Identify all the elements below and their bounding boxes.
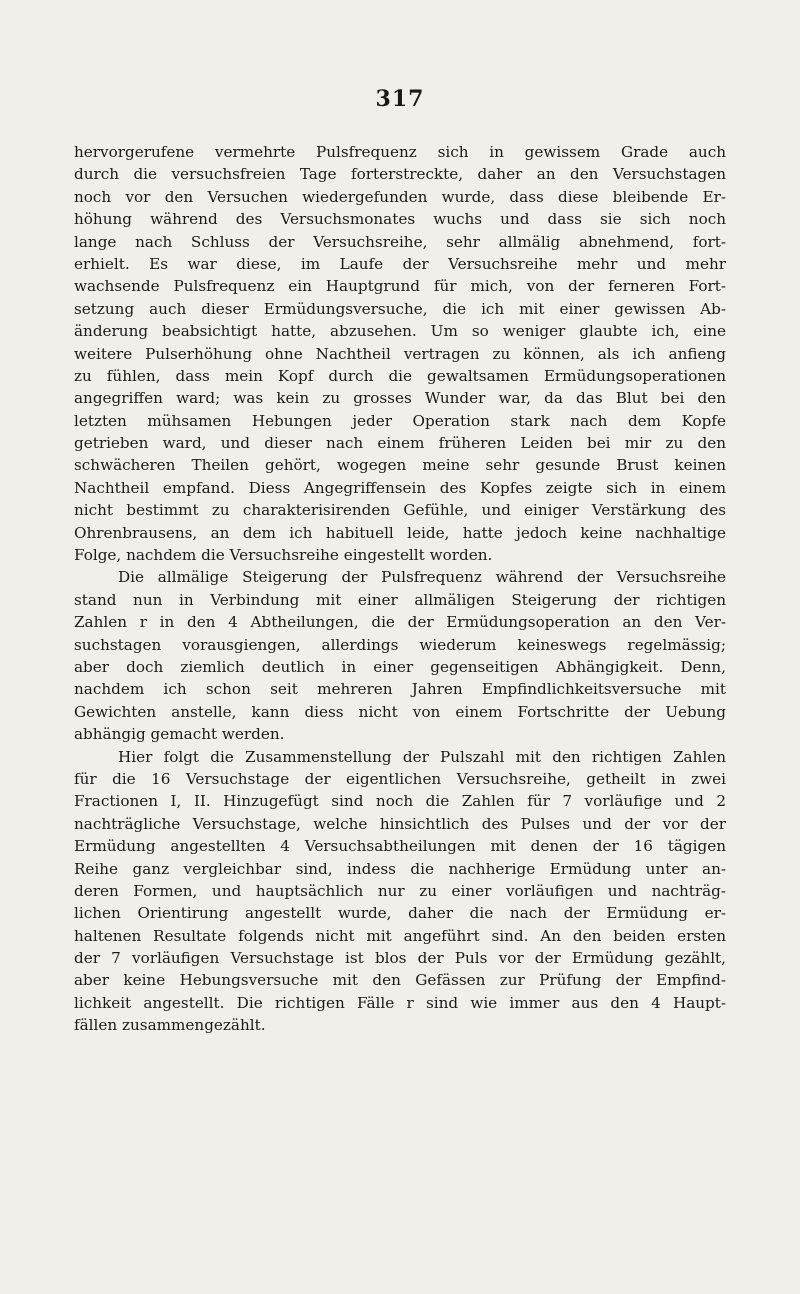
text-line: Hier folgt die Zusammenstellung der Pulszahl mit den richtigen Zahlen xyxy=(118,747,726,766)
text-line: aber doch ziemlich deutlich in einer gegenseitigen Abhängigkeit. Denn, xyxy=(74,657,726,676)
text-line: der 7 vorläufigen Versuchstage ist blos der Puls vor der Ermüdung gezählt, xyxy=(74,949,726,968)
text-line: höhung während des Versuchsmonates wuchs und dass sie sich noch xyxy=(74,210,726,229)
text-line: setzung auch dieser Ermüdungsversuche, die ich mit einer gewissen Ab- xyxy=(74,299,726,318)
text-line: hervorgerufene vermehrte Pulsfrequenz sich in gewissem Grade auch xyxy=(74,143,726,161)
paragraph xyxy=(74,746,726,1037)
text-line: durch die versuchsfreien Tage forterstreckte, daher an den Versuchstagen xyxy=(74,165,726,184)
text-line: erhielt. Es war diese, im Laufe der Versuchsreihe mehr und mehr xyxy=(74,254,726,273)
text-line: getrieben ward, und dieser nach einem früheren Leiden bei mir zu den xyxy=(74,434,726,453)
text-line: nicht bestimmt zu charakterisirenden Gefühle, und einiger Verstärkung des xyxy=(74,501,726,520)
text-line: suchstagen vorausgiengen, allerdings wiederum keineswegs regelmässig; xyxy=(74,635,726,654)
text-line: Zahlen r in den 4 Abtheilungen, die der Ermüdungsoperation an den Ver- xyxy=(74,613,726,632)
page-number: 317 xyxy=(375,86,425,112)
text-line: nachträgliche Versuchstage, welche hinsichtlich des Pulses und der vor der xyxy=(74,814,726,833)
paragraph xyxy=(74,141,726,566)
text-line: haltenen Resultate folgends nicht mit angeführt sind. An den beiden ersten xyxy=(74,926,726,945)
text-line: Die allmälige Steigerung der Pulsfrequenz während der Versuchsreihe xyxy=(118,568,726,587)
text-line: wachsende Pulsfrequenz ein Hauptgrund für mich, von der ferneren Fort- xyxy=(74,277,726,296)
text-line: lichkeit angestellt. Die richtigen Fälle r sind wie immer aus den 4 Haupt- xyxy=(74,993,726,1012)
text-line: deren Formen, und hauptsächlich nur zu einer vorläufigen und nachträg- xyxy=(74,881,726,900)
text-line: Folge, nachdem die Versuchsreihe eingestellt worden. xyxy=(74,546,493,565)
text-line: noch vor den Versuchen wiedergefunden wurde, dass diese bleibende Er- xyxy=(74,187,726,206)
body-text xyxy=(74,141,726,1037)
text-line: stand nun in Verbindung mit einer allmäligen Steigerung der richtigen xyxy=(74,590,726,609)
text-line: aber keine Hebungsversuche mit den Gefässen zur Prüfung der Empfind- xyxy=(74,971,726,990)
text-line: fällen zusammengezählt. xyxy=(74,1016,266,1035)
text-line: letzten mühsamen Hebungen jeder Operation stark nach dem Kopfe xyxy=(74,411,726,430)
text-line: Reihe ganz vergleichbar sind, indess die nachherige Ermüdung unter an- xyxy=(74,859,726,878)
text-line: lichen Orientirung angestellt wurde, daher die nach der Ermüdung er- xyxy=(74,904,726,923)
text-line: Gewichten anstelle, kann diess nicht von einem Fortschritte der Uebung xyxy=(74,702,726,721)
text-line: änderung beabsichtigt hatte, abzusehen. Um so weniger glaubte ich, eine xyxy=(74,322,726,341)
text-line: für die 16 Versuchstage der eigentlichen Versuchsreihe, getheilt in zwei xyxy=(74,769,726,788)
text-line: lange nach Schluss der Versuchsreihe, sehr allmälig abnehmend, fort- xyxy=(74,232,726,251)
text-line: schwächeren Theilen gehört, wogegen meine sehr gesunde Brust keinen xyxy=(74,456,726,475)
text-line: Ohrenbrausens, an dem ich habituell leide, hatte jedoch keine nachhaltige xyxy=(74,523,726,542)
text-line: abhängig gemacht werden. xyxy=(74,725,285,744)
text-line: Fractionen I, II. Hinzugefügt sind noch die Zahlen für 7 vorläufige und 2 xyxy=(74,792,726,811)
text-line: Nachtheil empfand. Diess Angegriffensein des Kopfes zeigte sich in einem xyxy=(74,478,726,497)
text-line: zu fühlen, dass mein Kopf durch die gewaltsamen Ermüdungsoperationen xyxy=(74,366,726,385)
text-line: weitere Pulserhöhung ohne Nachtheil vertragen zu können, als ich anfieng xyxy=(74,344,726,363)
text-line: nachdem ich schon seit mehreren Jahren Empfindlichkeitsversuche mit xyxy=(74,680,726,699)
text-line: angegriffen ward; was kein zu grosses Wunder war, da das Blut bei den xyxy=(74,389,726,408)
paragraph xyxy=(74,566,726,745)
text-line: Ermüdung angestellten 4 Versuchsabtheilungen mit denen der 16 tägigen xyxy=(74,837,726,856)
